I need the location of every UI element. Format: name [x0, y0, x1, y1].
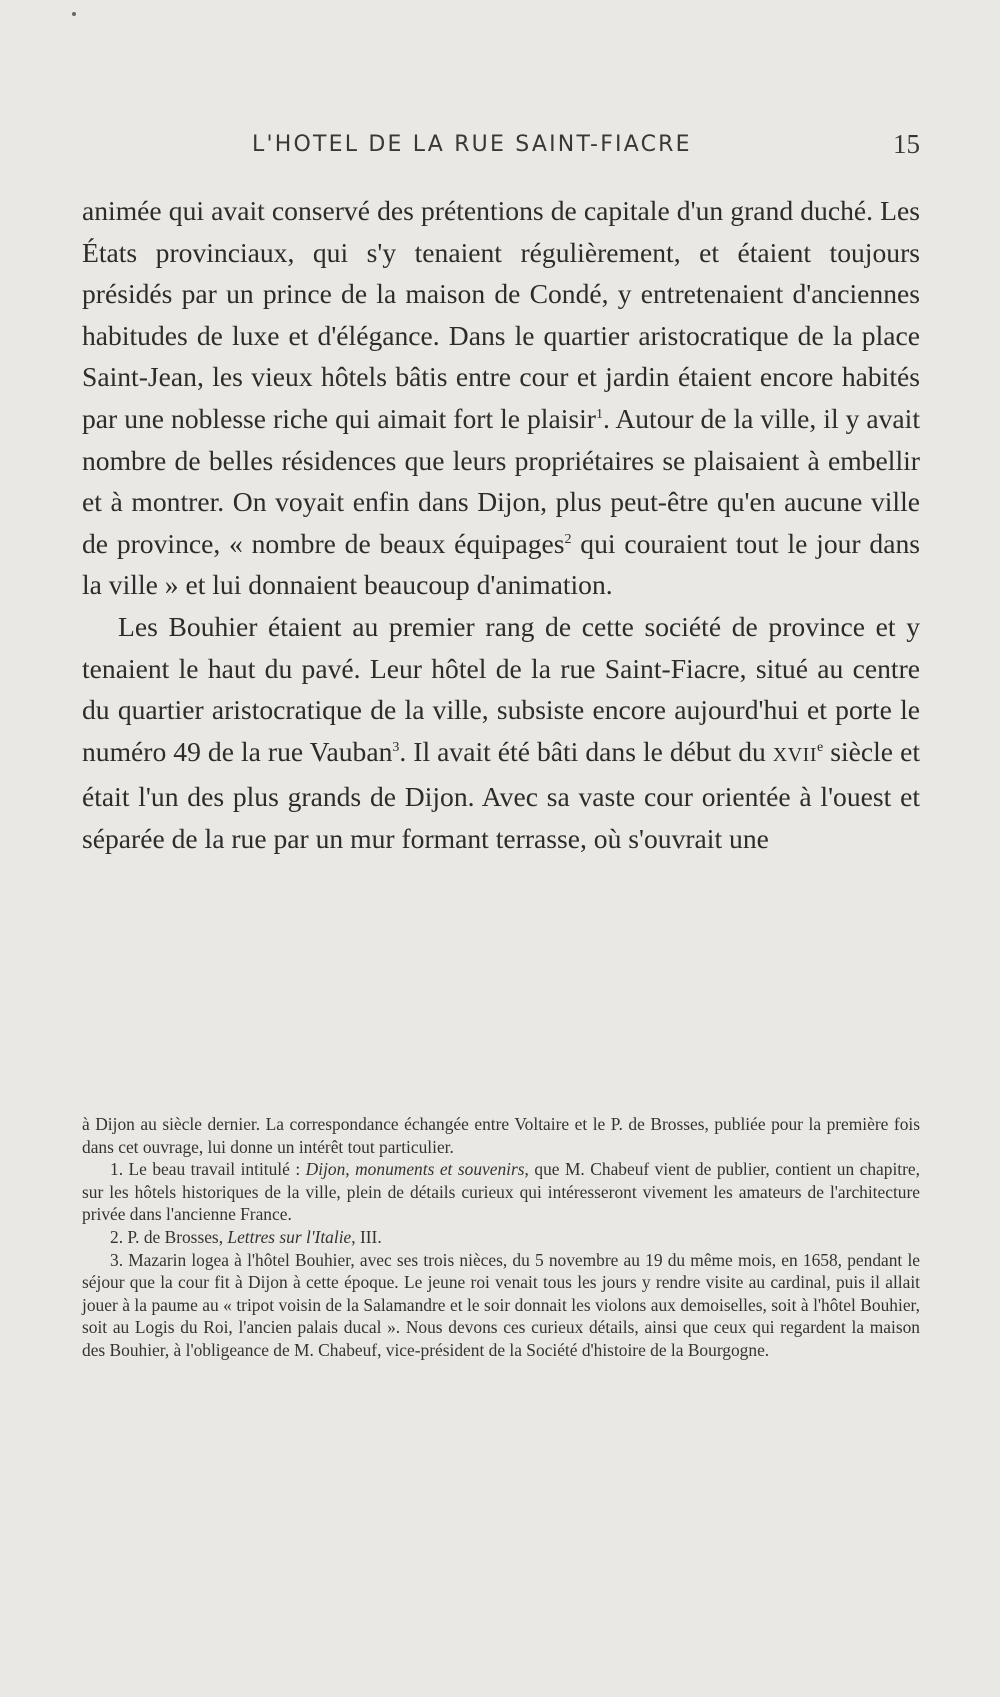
paragraph-1-text-a: animée qui avait conservé des prétentions de capitale d'un grand duché. Les États provinciaux, qui s'y tenaient régulièrement, et étaient toujours présidés par un prince de la maison de Condé, y entretenaient d'anciennes habitudes de luxe et d'élégance. Dans le quartier aristocratique de la place Saint-Jean, les vieux hôtels bâtis entre cour et jardin étaient encore habités par une noblesse riche qui aimait fort le plaisir — [82, 195, 920, 434]
footnote-ref-1: 1 — [595, 406, 603, 422]
running-title: L'HOTEL DE LA RUE SAINT-FIACRE — [252, 132, 692, 157]
footnote-continued: à Dijon au siècle dernier. La correspondance échangée entre Voltaire et le P. de Brosses, publiée pour la première fois dans cet ouvrage, lui donne un intérêt tout particulier. — [82, 1114, 920, 1157]
paragraph-2-text-a: Les Bouhier étaient au premier rang de cette société de province et y tenaient le haut du pavé. Leur hôtel de la rue Saint-Fiacre, situé au centre du quartier aristocratique de la ville, subsiste encore aujourd'hui et porte le numéro 49 de la rue Vauban — [82, 610, 920, 767]
footnote-ref-2: 2 — [564, 531, 572, 547]
paragraph-2-text-b: . Il avait été bâti dans le début du — [399, 735, 773, 767]
paragraph-1-text-c: qui couraient tout le jour dans la ville » et lui donnaient beaucoup d'animation. — [82, 527, 920, 601]
footnote-2 — [82, 1226, 920, 1249]
century-superscript: e — [817, 739, 824, 755]
paragraph-1 — [82, 190, 920, 606]
footnote-1-text-b: , que M. Chabeuf vient de publier, contient un chapitre, sur les hôtels historiques de la ville, plein de détails curieux qui intéresseront vivement les amateurs de l'architecture privée dans l'ancienne France. — [82, 1159, 920, 1225]
paragraph-2-text-c: siècle et était l'un des plus grands de Dijon. Avec sa vaste cour orientée à l'ouest et séparée de la rue par un mur formant terrasse, où s'ouvrait une — [82, 735, 920, 854]
footnote-2-title: Lettres sur l'Italie — [227, 1226, 352, 1247]
footnote-2-text-a: 2. P. de Brosses, — [110, 1226, 228, 1247]
main-text — [82, 190, 920, 860]
ink-speck — [72, 12, 76, 16]
footnote-1 — [82, 1158, 920, 1226]
footnote-3: 3. Mazarin logea à l'hôtel Bouhier, avec ses trois nièces, du 5 novembre au 19 du même mois, en 1658, pendant le séjour que la cour fit à Dijon à cette époque. Le jeune roi venait tous les jours y rendre visite au cardinal, puis il allait jouer à la paume au « tripot voisin de la Salamandre et le soir donnait les violons aux demoiselles, soit à l'hôtel Bouhier, soit au Logis du Roi, l'ancien palais ducal ». Nous devons ces curieux détails, ainsi que ceux qui regardent la maison des Bouhier, à l'obligeance de M. Chabeuf, vice-président de la Société d'histoire de la Bourgogne. — [82, 1249, 920, 1360]
page-number: 15 — [893, 129, 920, 159]
footnote-2-text-b: , III. — [351, 1226, 382, 1247]
footnote-1-title: Dijon, monuments et souvenirs — [305, 1159, 525, 1180]
footnote-ref-3: 3 — [392, 739, 400, 755]
century-numeral: XVII — [772, 743, 818, 766]
paragraph-2 — [82, 606, 920, 860]
paragraph-1-text-b: . Autour de la ville, il y avait nombre de belles résidences que leurs propriétaires se plaisaient à embellir et à montrer. On voyait enfin dans Dijon, plus peut-être qu'en aucune ville de province, « nombre de beaux équipages — [82, 402, 920, 559]
footnote-1-text-a: 1. Le beau travail intitulé : — [110, 1159, 306, 1180]
page-header — [82, 129, 920, 166]
footnotes — [82, 1113, 920, 1362]
